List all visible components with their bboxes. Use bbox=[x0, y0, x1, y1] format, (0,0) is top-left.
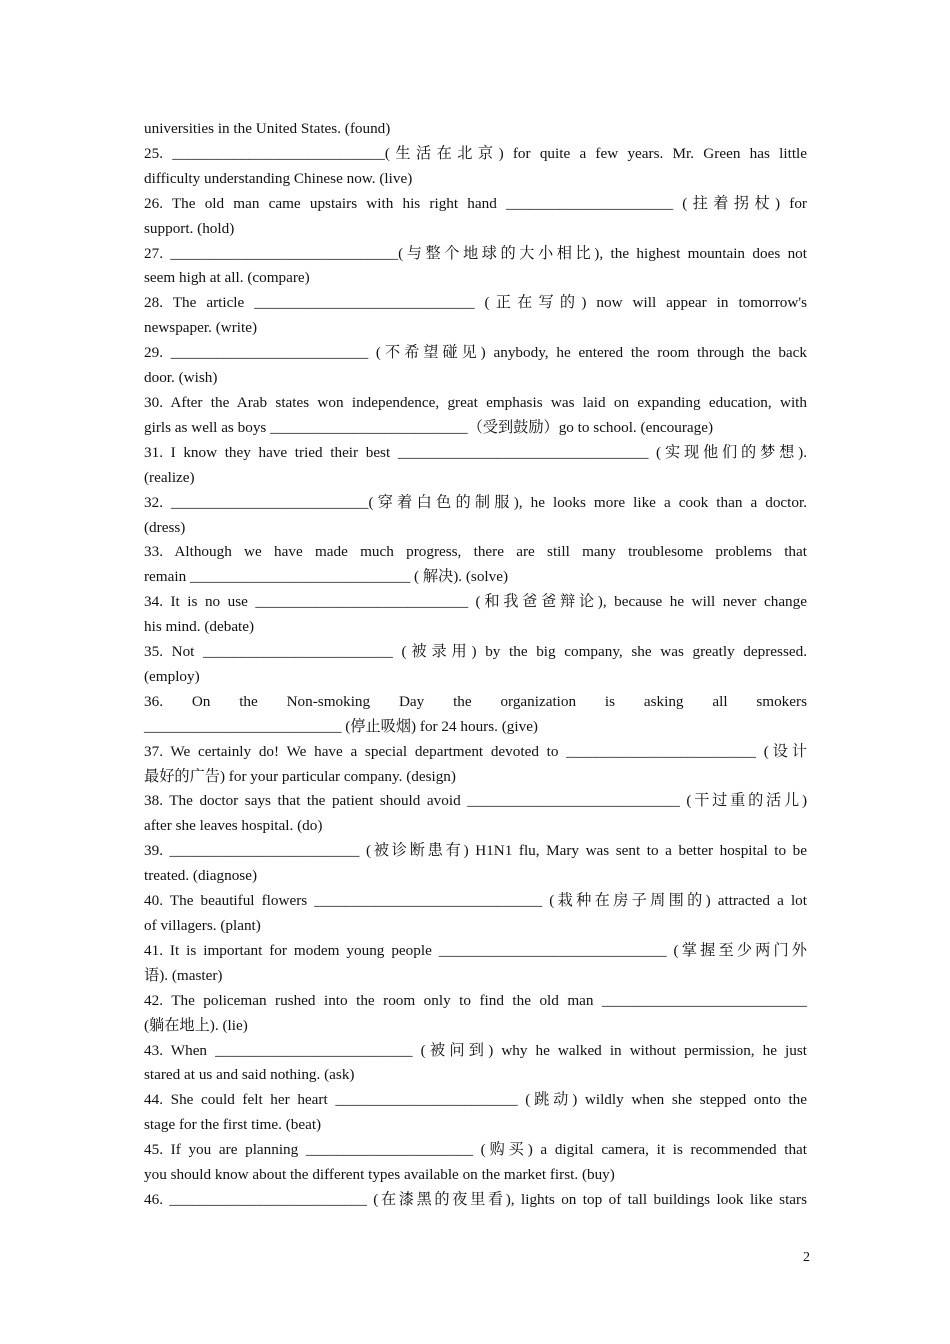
exercise-text bbox=[144, 117, 807, 1213]
text-line: universities in the United States. (found) bbox=[144, 120, 391, 137]
text-line: 32. __________________________(穿着白色的制服), he looks more like a cook than a doctor. bbox=[144, 493, 807, 511]
text-line: door. (wish) bbox=[144, 369, 218, 387]
text-line: 42. The policeman rushed into the room only to find the old man ___________________________ bbox=[144, 991, 807, 1009]
text-line: 43. When __________________________ (被问到) why he walked in without permission, he just bbox=[144, 1041, 807, 1059]
text-line: (躺在地上). (lie) bbox=[144, 1016, 248, 1034]
text-line: support. (hold) bbox=[144, 219, 235, 237]
text-line: 35. Not _________________________ (被录用) by the big company, she was greatly depressed. bbox=[144, 643, 807, 661]
text-line: 45. If you are planning ______________________ (购买) a digital camera, it is recommended that bbox=[144, 1141, 807, 1159]
text-line: 30. After the Arab states won independence, great emphasis was laid on expanding education, with bbox=[144, 393, 807, 411]
text-line: remain _____________________________ ( 解决). (solve) bbox=[144, 568, 509, 586]
text-line: 最好的广告) for your particular company. (design) bbox=[144, 767, 456, 785]
text-line: 37. We certainly do! We have a special department devoted to _________________________ (设计 bbox=[144, 742, 807, 760]
text-line: (employ) bbox=[144, 667, 200, 685]
text-line: treated. (diagnose) bbox=[144, 867, 258, 885]
text-line: 29. __________________________ (不希望碰见) anybody, he entered the room through the back bbox=[144, 344, 807, 362]
text-line: 41. It is important for modem young people ______________________________ (掌握至少两门外 bbox=[144, 941, 807, 959]
text-line: 36. On the Non-smoking Day the organization is asking all smokers bbox=[144, 692, 807, 710]
text-line: 31. I know they have tried their best _________________________________ (实现他们的梦想). bbox=[144, 443, 807, 461]
text-line: (realize) bbox=[144, 468, 195, 486]
text-line: stage for the first time. (beat) bbox=[144, 1116, 322, 1134]
text-line: difficulty understanding Chinese now. (live) bbox=[144, 169, 413, 187]
text-line: stared at us and said nothing. (ask) bbox=[144, 1066, 355, 1084]
text-line: (dress) bbox=[144, 518, 186, 536]
text-line: 44. She could felt her heart ________________________ (跳动) wildly when she stepped onto the bbox=[144, 1091, 807, 1109]
text-line: 46. __________________________ (在漆黑的夜里看), lights on top of tall buildings look like stars bbox=[144, 1190, 807, 1208]
text-line: 28. The article _____________________________ (正在写的) now will appear in tomorrow's bbox=[144, 294, 807, 312]
text-line: newspaper. (write) bbox=[144, 319, 258, 337]
page-number: 2 bbox=[803, 1250, 810, 1265]
text-line: 39. _________________________ (被诊断患有) H1N1 flu, Mary was sent to a better hospital to be bbox=[144, 842, 807, 860]
text-line: 33. Although we have made much progress, there are still many troublesome problems that bbox=[144, 543, 807, 561]
text-line: you should know about the different types available on the market first. (buy) bbox=[144, 1166, 615, 1184]
text-line: 语). (master) bbox=[144, 966, 223, 984]
text-line: 38. The doctor says that the patient should avoid ____________________________ (干过重的活儿) bbox=[144, 792, 807, 810]
text-line: of villagers. (plant) bbox=[144, 917, 261, 934]
text-line: 27. ______________________________(与整个地球的大小相比), the highest mountain does not bbox=[144, 244, 807, 262]
text-line: 26. The old man came upstairs with his right hand ______________________ (拄着拐杖) for bbox=[144, 194, 807, 212]
text-line: his mind. (debate) bbox=[144, 618, 255, 636]
text-line: girls as well as boys __________________________（受到鼓励）go to school. (encourage) bbox=[144, 418, 714, 436]
text-line: seem high at all. (compare) bbox=[144, 269, 310, 287]
text-line: 34. It is no use ____________________________ (和我爸爸辩论), because he will never change bbox=[144, 593, 807, 611]
text-line: 40. The beautiful flowers ______________________________ (栽种在房子周围的) attracted a lot bbox=[144, 892, 807, 910]
text-line: __________________________ (停止吸烟) for 24 hours. (give) bbox=[144, 717, 538, 735]
text-line: after she leaves hospital. (do) bbox=[144, 817, 323, 835]
text-line: 25. ____________________________(生活在北京) for quite a few years. Mr. Green has little bbox=[144, 144, 807, 162]
